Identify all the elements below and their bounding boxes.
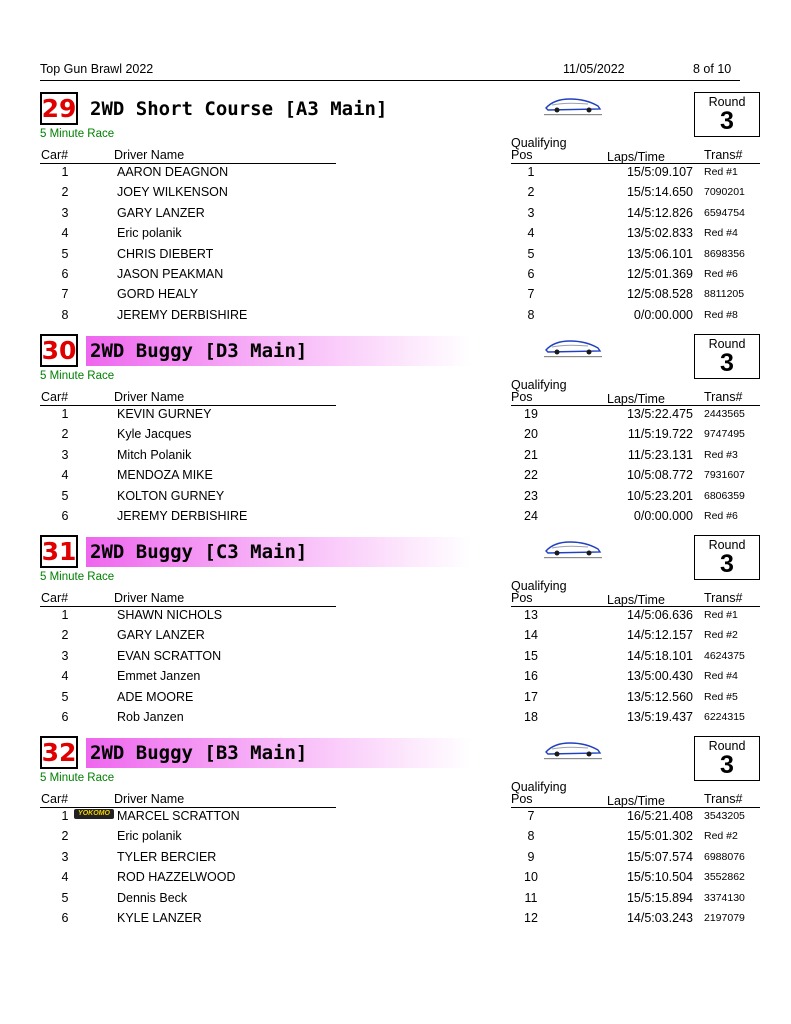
driver-header: Driver Name: [114, 390, 185, 404]
car-number: 6: [61, 267, 69, 281]
race-duration: 5 Minute Race: [40, 571, 115, 583]
left-header-rule: [40, 807, 336, 808]
transponder: 8698356: [704, 247, 745, 260]
laps-time: 13/5:06.101: [626, 246, 693, 261]
driver-name: GARY LANZER: [117, 205, 205, 220]
driver-name: Rob Janzen: [117, 710, 184, 724]
car-header: Car#: [41, 148, 69, 162]
driver-name: KEVIN GURNEY: [117, 407, 212, 421]
laps-time: 15/5:10.504: [626, 870, 693, 885]
transponder: Red #1: [704, 609, 738, 621]
car-number: 5: [61, 246, 69, 261]
car-header: Car#: [41, 792, 69, 806]
pos-header: Pos: [511, 390, 533, 404]
table-row: [40, 608, 750, 628]
driver-header: Driver Name: [114, 792, 185, 806]
table-row: [40, 870, 750, 890]
laps-time: 15/5:15.894: [626, 890, 693, 905]
qualifying-pos: 11: [524, 890, 538, 905]
qualifying-pos: 6: [527, 267, 535, 281]
transponder: Red #6: [704, 510, 738, 522]
car-number: 5: [61, 689, 69, 704]
race-number: 29: [41, 94, 77, 123]
qualifying-pos: 19: [524, 407, 538, 421]
laps-time: 14/5:12.826: [626, 205, 693, 220]
transponder: Red #5: [704, 690, 738, 703]
table-row: [40, 247, 750, 267]
round-label: Round: [708, 95, 746, 109]
race-title: 2WD Buggy [D3 Main]: [86, 336, 470, 366]
transponder: 6224315: [704, 711, 745, 723]
pos-header: Pos: [511, 148, 533, 162]
car-number: 4: [61, 226, 69, 241]
laps-time: 14/5:18.101: [626, 648, 693, 663]
transponder: 6988076: [704, 850, 745, 863]
qualifying-pos: 4: [527, 226, 535, 241]
transponder: 2197079: [704, 912, 745, 924]
table-row: [40, 185, 750, 205]
laps-time: 12/5:08.528: [626, 287, 693, 302]
qualifying-pos: 14: [524, 628, 538, 643]
driver-name: JASON PEAKMAN: [117, 267, 224, 281]
qualifying-pos: 22: [524, 468, 538, 483]
driver-name: KYLE LANZER: [117, 911, 202, 925]
table-row: [40, 448, 750, 468]
driver-name: Emmet Janzen: [117, 669, 201, 684]
car-number: 5: [61, 488, 69, 503]
driver-name: ROD HAZZELWOOD: [117, 870, 236, 885]
table-row: [40, 509, 750, 529]
left-header-rule: [40, 163, 336, 164]
driver-name: TYLER BERCIER: [117, 849, 217, 864]
table-row: [40, 468, 750, 488]
transponder: Red #1: [704, 166, 738, 178]
laps-header: Laps/Time: [607, 392, 665, 406]
qualifying-pos: 15: [524, 648, 538, 663]
track-logo-icon: [540, 94, 606, 118]
pos-header: Pos: [511, 591, 533, 605]
table-row: [40, 287, 750, 307]
table-row: [40, 407, 750, 427]
qualifying-pos: 7: [527, 287, 535, 302]
laps-header: Laps/Time: [607, 593, 665, 607]
qualifying-pos: 16: [524, 669, 538, 684]
left-header-rule: [40, 606, 336, 607]
laps-time: 14/5:12.157: [626, 628, 693, 643]
round-number: 3: [720, 349, 734, 377]
qualifying-pos: 23: [524, 488, 538, 503]
table-row: [40, 226, 750, 246]
qualifying-pos: 7: [527, 809, 535, 823]
laps-header: Laps/Time: [607, 794, 665, 808]
driver-name: JOEY WILKENSON: [117, 185, 228, 200]
laps-time: 15/5:09.107: [626, 165, 693, 179]
qualifying-pos: 20: [524, 427, 538, 442]
driver-name: SHAWN NICHOLS: [117, 608, 223, 622]
round-label: Round: [708, 538, 746, 552]
qualifying-pos: 17: [524, 689, 538, 704]
laps-time: 13/5:02.833: [626, 226, 693, 241]
transponder: 6806359: [704, 489, 745, 502]
driver-name: JEREMY DERBISHIRE: [117, 509, 248, 523]
car-number: 8: [61, 307, 69, 322]
transponder: 3374130: [704, 891, 745, 904]
left-header-rule: [40, 405, 336, 406]
round-box: [694, 334, 760, 379]
table-row: [40, 710, 750, 730]
transponder: 6594754: [704, 206, 745, 219]
qualifying-pos: 12: [524, 911, 538, 925]
laps-time: 15/5:14.650: [626, 185, 693, 200]
table-row: [40, 649, 750, 669]
driver-name: MENDOZA MIKE: [117, 468, 213, 483]
car-number: 1: [61, 608, 69, 622]
race-title: 2WD Buggy [B3 Main]: [86, 738, 470, 768]
laps-time: 11/5:23.131: [627, 447, 693, 462]
transponder: 4624375: [704, 649, 745, 662]
car-number: 2: [61, 829, 69, 844]
table-row: [40, 669, 750, 689]
right-header-rule: [511, 405, 760, 406]
car-number: 6: [61, 911, 69, 925]
qualifying-pos: 5: [527, 246, 535, 261]
event-title: Top Gun Brawl 2022: [40, 62, 154, 76]
laps-time: 16/5:21.408: [626, 809, 693, 823]
trans-header: Trans#: [704, 390, 743, 404]
transponder: 7090201: [704, 186, 745, 199]
car-number: 1: [61, 165, 69, 179]
table-row: [40, 628, 750, 648]
qualifying-header: Qualifying: [511, 780, 567, 794]
race-block: [40, 728, 750, 928]
driver-name: CHRIS DIEBERT: [117, 246, 214, 261]
track-logo-icon: [540, 336, 606, 360]
transponder: 8811205: [704, 288, 745, 301]
qualifying-pos: 9: [527, 849, 535, 864]
round-box: [694, 736, 760, 781]
car-number: 6: [61, 710, 69, 724]
car-number: 3: [61, 205, 69, 220]
driver-header: Driver Name: [114, 148, 185, 162]
right-header-rule: [511, 606, 760, 607]
right-header-rule: [511, 807, 760, 808]
qualifying-pos: 3: [527, 205, 535, 220]
transponder: Red #3: [704, 448, 738, 461]
car-number: 4: [61, 870, 69, 885]
table-row: [40, 911, 750, 931]
transponder: Red #2: [704, 830, 738, 843]
driver-name: AARON DEAGNON: [117, 165, 229, 179]
table-row: [40, 829, 750, 849]
qualifying-pos: 1: [527, 165, 535, 179]
car-number: 6: [61, 509, 69, 523]
driver-name: JEREMY DERBISHIRE: [117, 307, 248, 322]
laps-time: 0/0:00.000: [633, 307, 693, 322]
driver-header: Driver Name: [114, 591, 185, 605]
round-box: [694, 92, 760, 137]
car-number: 1: [61, 407, 69, 421]
car-number: 5: [61, 890, 69, 905]
car-number: 2: [61, 185, 69, 200]
laps-time: 13/5:22.475: [626, 407, 693, 421]
transponder: 3543205: [704, 810, 745, 822]
laps-time: 13/5:00.430: [626, 669, 693, 684]
driver-name: Kyle Jacques: [117, 427, 192, 442]
driver-name: GORD HEALY: [117, 287, 199, 302]
table-row: [40, 489, 750, 509]
table-row: [40, 809, 750, 829]
trans-header: Trans#: [704, 591, 743, 605]
trans-header: Trans#: [704, 148, 743, 162]
race-number: 32: [41, 738, 77, 767]
car-header: Car#: [41, 591, 69, 605]
right-header-rule: [511, 163, 760, 164]
table-row: [40, 690, 750, 710]
driver-name: EVAN SCRATTON: [117, 648, 222, 663]
car-number: 4: [61, 669, 69, 684]
transponder: 7931607: [704, 469, 745, 482]
qualifying-header: Qualifying: [511, 579, 567, 593]
driver-name: MARCEL SCRATTON: [117, 809, 240, 823]
race-number: 30: [41, 336, 77, 365]
transponder: Red #4: [704, 227, 738, 240]
car-number: 7: [61, 287, 69, 302]
round-number: 3: [720, 751, 734, 779]
table-row: [40, 165, 750, 185]
race-duration: 5 Minute Race: [40, 772, 115, 784]
qualifying-header: Qualifying: [511, 136, 567, 150]
race-number: 31: [41, 537, 77, 566]
laps-time: 13/5:19.437: [626, 710, 693, 724]
qualifying-pos: 18: [524, 710, 538, 724]
driver-name: ADE MOORE: [117, 689, 194, 704]
laps-time: 15/5:01.302: [626, 829, 693, 844]
race-title: 2WD Short Course [A3 Main]: [90, 98, 388, 120]
car-number: 3: [61, 447, 69, 462]
laps-time: 15/5:07.574: [626, 849, 693, 864]
laps-time: 14/5:03.243: [626, 911, 693, 925]
page-number: 8 of 10: [693, 62, 732, 76]
race-title: 2WD Buggy [C3 Main]: [86, 537, 470, 567]
driver-name: KOLTON GURNEY: [117, 488, 225, 503]
table-row: [40, 267, 750, 287]
qualifying-header: Qualifying: [511, 378, 567, 392]
table-row: [40, 891, 750, 911]
laps-time: 11/5:19.722: [627, 427, 693, 442]
driver-name: Eric polanik: [117, 226, 182, 241]
laps-header: Laps/Time: [607, 150, 665, 164]
track-logo-icon: [540, 738, 606, 762]
race-duration: 5 Minute Race: [40, 370, 115, 382]
laps-time: 10/5:23.201: [626, 488, 693, 503]
transponder: Red #8: [704, 308, 738, 321]
laps-time: 0/0:00.000: [633, 509, 693, 523]
table-row: [40, 427, 750, 447]
car-number: 2: [61, 628, 69, 643]
transponder: Red #4: [704, 670, 738, 683]
table-row: [40, 850, 750, 870]
driver-name: Eric polanik: [117, 829, 182, 844]
driver-name: GARY LANZER: [117, 628, 205, 643]
laps-time: 14/5:06.636: [626, 608, 693, 622]
qualifying-pos: 8: [527, 307, 535, 322]
qualifying-pos: 2: [527, 185, 535, 200]
round-label: Round: [708, 739, 746, 753]
laps-time: 10/5:08.772: [626, 468, 693, 483]
round-box: [694, 535, 760, 580]
pos-header: Pos: [511, 792, 533, 806]
sponsor-badge: YOKOMO: [74, 809, 114, 819]
race-block: [40, 326, 750, 526]
trans-header: Trans#: [704, 792, 743, 806]
transponder: 9747495: [704, 428, 745, 441]
qualifying-pos: 8: [527, 829, 535, 844]
qualifying-pos: 24: [524, 509, 538, 523]
track-logo-icon: [540, 537, 606, 561]
race-block: [40, 527, 750, 727]
qualifying-pos: 21: [524, 447, 538, 462]
car-number: 1: [61, 809, 69, 823]
driver-name: Dennis Beck: [117, 890, 188, 905]
transponder: 2443565: [704, 408, 745, 420]
car-number: 3: [61, 648, 69, 663]
header-divider: [40, 80, 740, 81]
qualifying-pos: 13: [524, 608, 538, 622]
car-number: 3: [61, 849, 69, 864]
round-number: 3: [720, 550, 734, 578]
table-row: [40, 308, 750, 328]
table-row: [40, 206, 750, 226]
car-number: 4: [61, 468, 69, 483]
transponder: Red #2: [704, 629, 738, 642]
transponder: 3552862: [704, 871, 745, 884]
round-label: Round: [708, 337, 746, 351]
event-date: 11/05/2022: [563, 62, 625, 76]
laps-time: 12/5:01.369: [626, 267, 693, 281]
car-header: Car#: [41, 390, 69, 404]
car-number: 2: [61, 427, 69, 442]
race-duration: 5 Minute Race: [40, 128, 115, 140]
qualifying-pos: 10: [524, 870, 538, 885]
transponder: Red #6: [704, 268, 738, 280]
laps-time: 13/5:12.560: [626, 689, 693, 704]
race-block: [40, 84, 750, 322]
round-number: 3: [720, 107, 734, 135]
driver-name: Mitch Polanik: [117, 447, 192, 462]
